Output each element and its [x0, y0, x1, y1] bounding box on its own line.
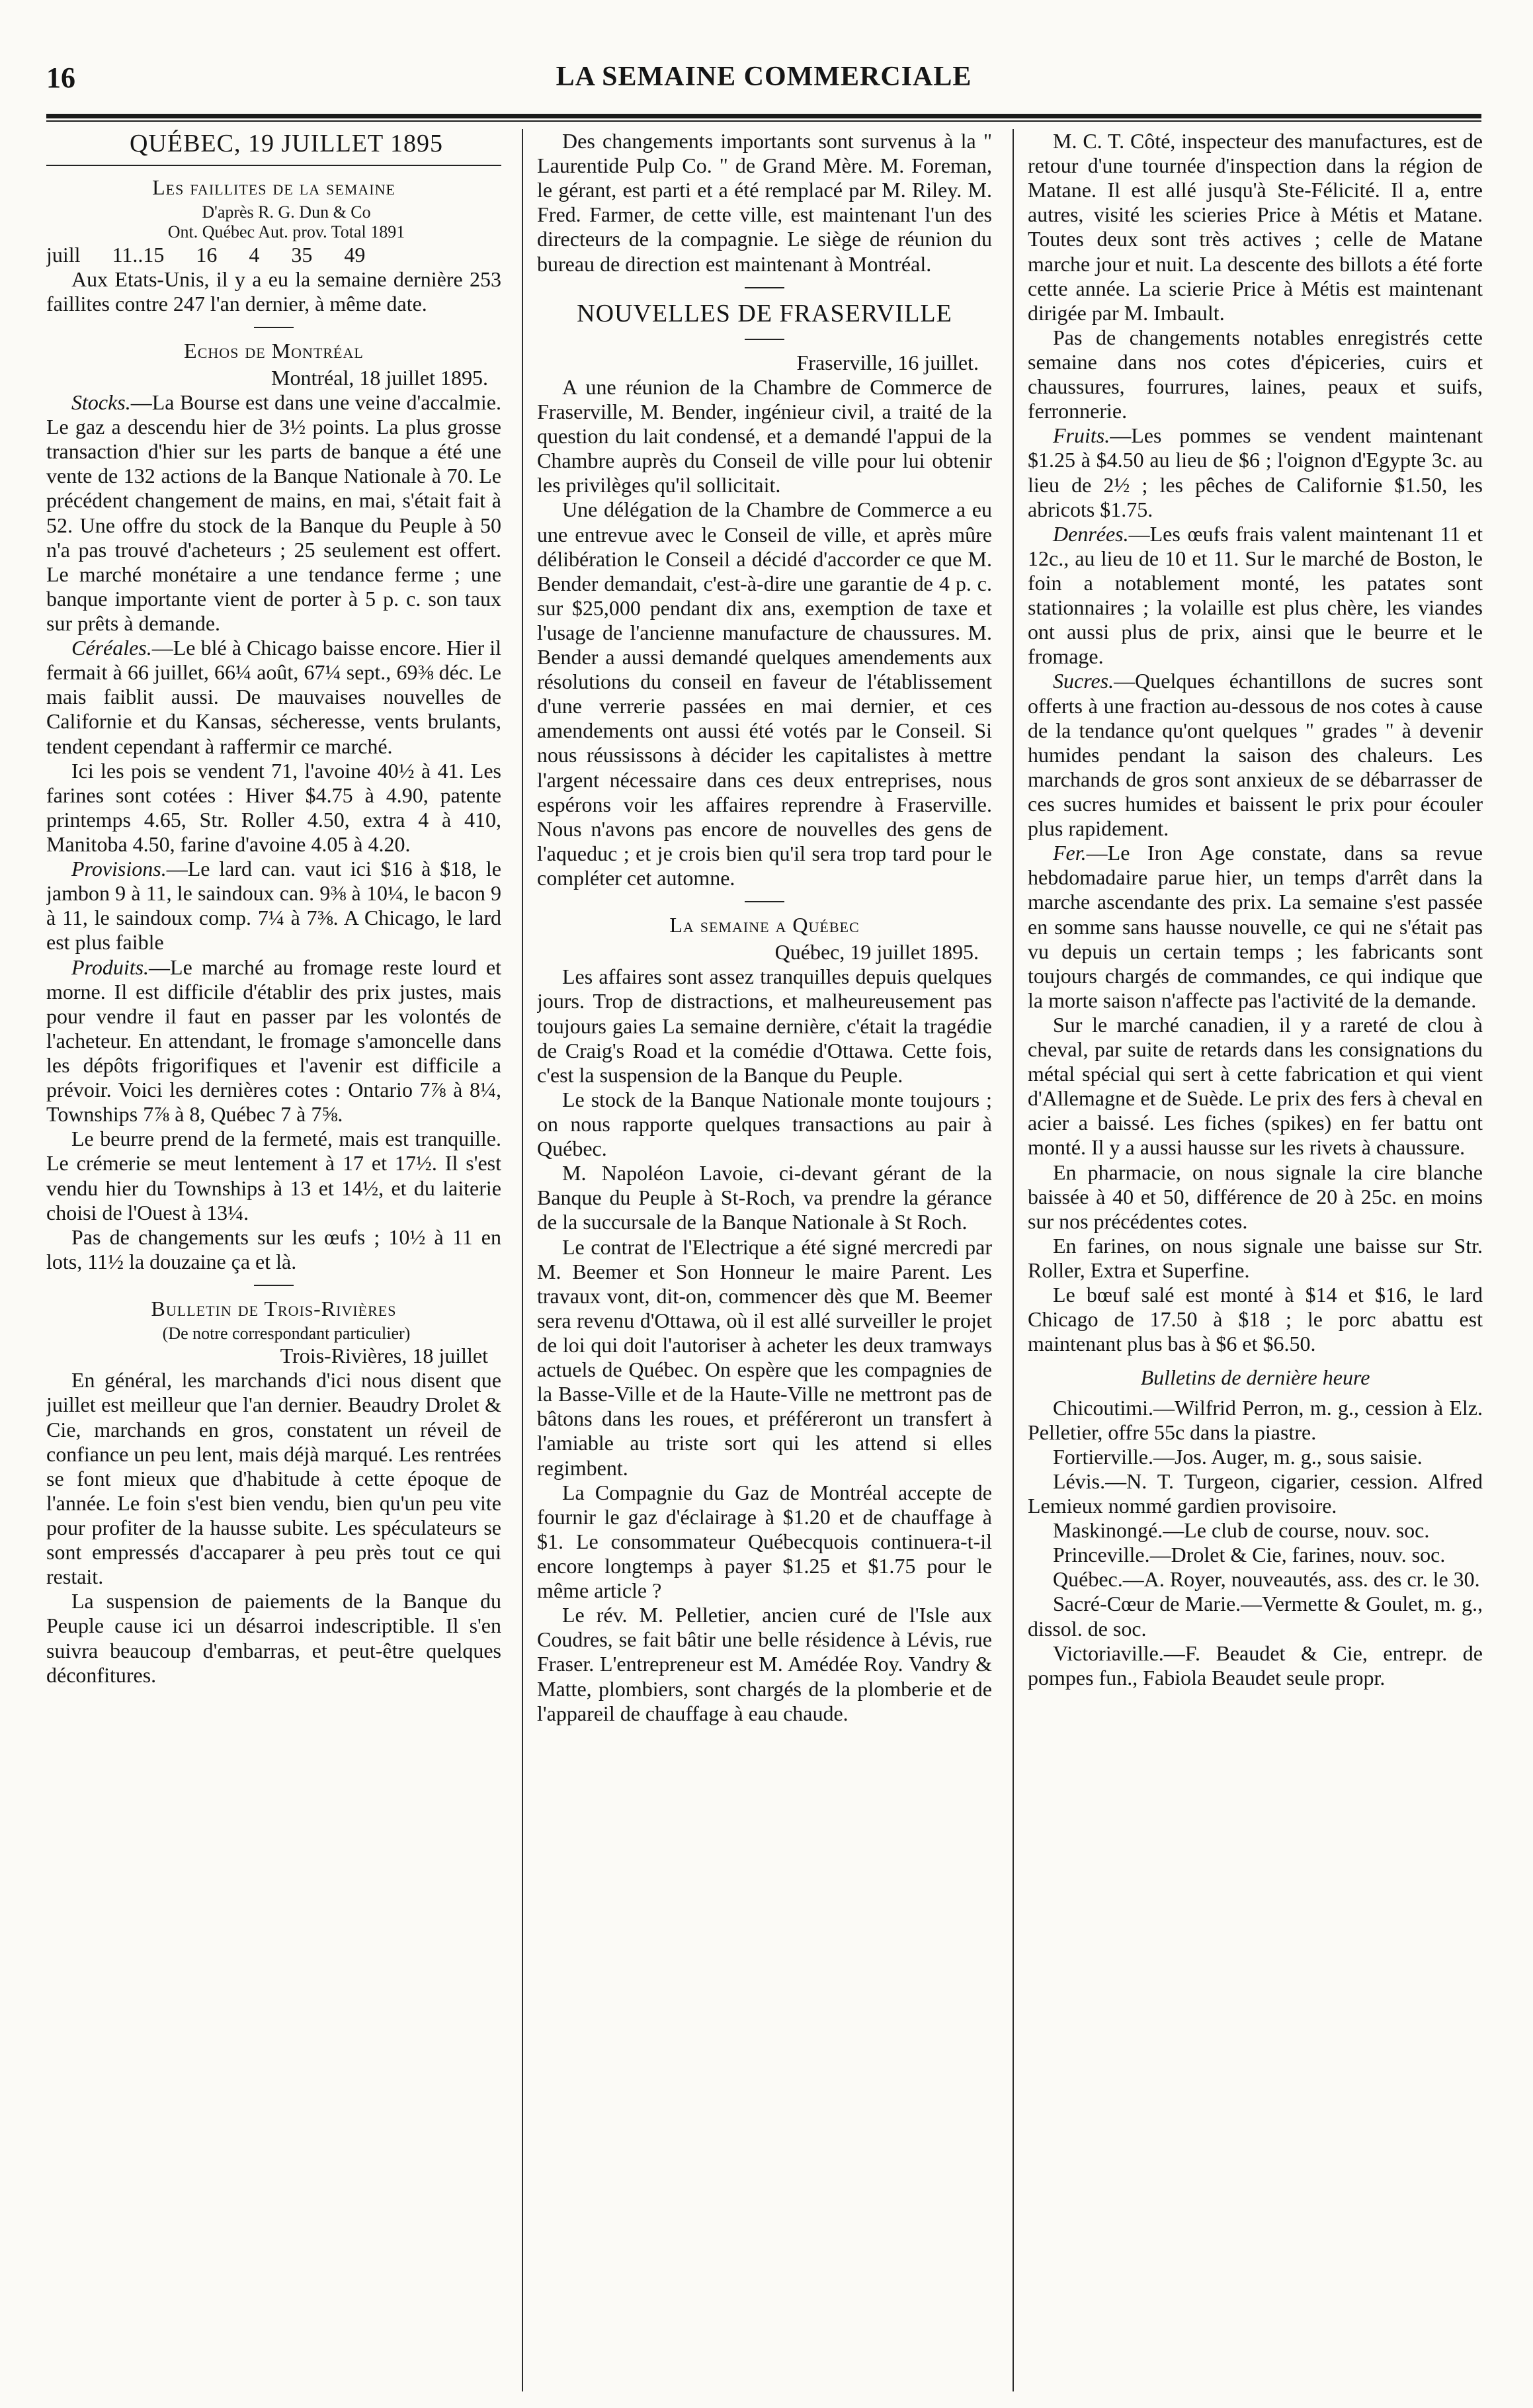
produits-paragraph: [46, 955, 501, 1127]
provisions-paragraph: [46, 857, 501, 955]
produits-label: Produits.: [71, 955, 149, 979]
fraserville-paragraph-1: A une réunion de la Chambre de Commerce de Fraserville, M. Bender, ingénieur civil, a traité de la question du lait condensé, et a demandé l'appui de la Chambre auprès du Conseil de ville pour lui obtenir les privilèges qu'il sollicitait.: [537, 374, 992, 497]
montreal-dateline: Montréal, 18 juillet 1895.: [271, 365, 488, 390]
faillites-heading: Les faillites de la semaine: [152, 175, 395, 200]
quebec-paragraph-4: Le contrat de l'Electrique a été signé mercredi par M. Beemer et Son Honneur le maire Parent. Les travaux vont, dit-on, commencer dès que M. Beemer sera revenu d'Ottawa, où il est allé surveiller le projet de loi qui doit l'autoriser à acheter les deux tramways actuels de Québec. On espère que les compagnies de la Basse-Ville et de la Haute-Ville ne mettront pas de bâtons dans les roues, et préféreront un transfert à l'amiable au triste sort qui les attend si elles regimbent.: [537, 1234, 992, 1480]
quebec-dateline: Québec, 19 juillet 1895.: [774, 940, 979, 965]
oeufs-paragraph: Pas de changements sur les œufs ; 10½ à 11 en lots, 11½ la douzaine ça et là.: [46, 1225, 501, 1273]
section-dash: [745, 901, 784, 902]
column-3: [1028, 129, 1483, 2391]
trois-rivieres-paragraph-1: En général, les marchands d'ici nous disent que juillet est meilleur que l'an dernier. Beaudry Drolet & Cie, marchands en gros, constatent un réveil de confiance un peu lent, mais déjà marqué. Les rentrées se font mieux que d'habitude à cette époque de l'année. Le foin s'est bien vendu, bien qu'un peu vite pour profiter de la hausse subite. Les spéculateurs se sont empressés d'accaparer à peu près tout ce qui restait.: [46, 1368, 501, 1589]
fruits-label: Fruits.: [1053, 423, 1110, 448]
header-rule-thick: [46, 114, 1481, 118]
stocks-text: —La Bourse est dans une veine d'accalmie. Le gaz a descendu hier de 3½ points. La plus grosse transaction d'hier sur les parts de banque a été une vente de 132 actions de la Banque Nationale à 70. Le précédent changement de mains, en mai, s'était fait à 52. Une offre du stock de la Banque du Peuple à 50 n'a pas trouvé d'acheteurs ; 25 seulement est offert. Le marché monétaire a une tendance ferme ; une banque importante vient de porter à 5 p. c. son taux sur prêts à demande.: [46, 390, 501, 636]
provisions-label: Provisions.: [71, 857, 167, 881]
fer-text: —Le Iron Age constate, dans sa revue hebdomadaire parue hier, un temps d'arrêt dans la marche ascendante des prix. La semaine s'est passée en somme sans hausse nouvelle, ce qui ne s'était pas vu depuis un certain temps ; les fabricants sont toujours chargés de commandes, ce qui indique que la morte saison n'affecte pas l'activité de la demande.: [1028, 841, 1483, 1012]
trois-rivieres-dateline: Trois-Rivières, 18 juillet: [280, 1344, 488, 1368]
bulletin-item: Lévis.—N. T. Turgeon, cigarier, cession. Alfred Lemieux nommé gardien provisoire.: [1028, 1469, 1483, 1518]
denrees-text: —Les œufs frais valent maintenant 11 et 12c., au lieu de 10 et 11. Sur le marché de Boston, le foin a notablement monté, les patates sont stationnaires ; la volaille est plus chère, les viandes ont aussi plus de prix, ainsi que le beurre et le fromage.: [1028, 521, 1483, 669]
faillites-source: D'après R. G. Dun & Co: [202, 202, 371, 222]
quebec-paragraph-6: Le rév. M. Pelletier, ancien curé de l'Isle aux Coudres, se fait bâtir une belle résidence à Lévis, rue Fraser. L'entrepreneur est M. Amédée Roy. Vandry & Matte, plombiers, sont chargés de la plomberie et de l'appareil de chauffage à eau chaude.: [537, 1603, 992, 1725]
fruits-text: —Les pommes se vendent maintenant $1.25 à $4.50 au lieu de $6 ; l'oignon d'Egypte 3c. au lieu de 2½ ; les pêches de Californie $1.50, les abricots $1.75.: [1028, 423, 1483, 521]
trois-rivieres-paragraph-2: La suspension de paiements de la Banque du Peuple cause ici un désarroi indescriptible. Il s'en suivra beaucoup d'embarras, et peut-être quelques déconfitures.: [46, 1589, 501, 1687]
fraserville-dateline: Fraserville, 16 juillet.: [796, 350, 979, 374]
bulletin-item: Maskinongé.—Le club de course, nouv. soc.: [1053, 1518, 1430, 1543]
trois-rivieres-heading: Bulletin de Trois-Rivières: [151, 1296, 397, 1320]
montreal-heading: Echos de Montréal: [184, 338, 364, 363]
section-dash: [745, 287, 784, 288]
boeuf-paragraph: Le bœuf salé est monté à $14 et $16, le lard Chicago de 17.50 à $18 ; le porc abattu est maintenant plus bas à $6 et $6.50.: [1028, 1283, 1483, 1356]
journal-title: LA SEMAINE COMMERCIALE: [556, 62, 972, 92]
denrees-label: Denrées.: [1053, 521, 1129, 546]
bulletin-item: Québec.—A. Royer, nouveautés, ass. des cr. le 30.: [1053, 1567, 1480, 1592]
section-dash: [254, 327, 294, 328]
sucres-paragraph: [1028, 669, 1483, 841]
faillites-table-header: Ont. Québec Aut. prov. Total 1891: [167, 222, 405, 242]
cereales-paragraph: [46, 636, 501, 759]
sucres-text: —Quelques échantillons de sucres sont offerts à une fraction au-dessous de nos cotes à cause de la tendance qu'ont quelques " grades " à devenir humides pendant la saison des chaleurs. Les marchands de gros sont anxieux de se débarrasser de ces sucres humides et baissent le prix pour écouler plus rapidement.: [1028, 669, 1483, 841]
page-number: 16: [46, 62, 75, 94]
fer-paragraph: [1028, 841, 1483, 1013]
column-divider: [522, 129, 523, 2391]
issue-dateline: QUÉBEC, 19 JUILLET 1895: [46, 129, 501, 166]
produits-text: —Le marché au fromage reste lourd et morne. Il est difficile d'établir des prix justes, mais pour vendre il faut en passer par les volontés de l'acheteur. En attendant, le fromage s'amoncelle dans les dépôts frigorifiques et l'avenir est difficile a prévoir. Voici les dernières cotes : Ontario 7⅞ à 8¼, Townships 7⅞ à 8, Québec 7 à 7⅝.: [46, 955, 501, 1127]
bulletin-item: Fortierville.—Jos. Auger, m. g., sous saisie.: [1053, 1444, 1423, 1469]
quebec-paragraph-1: Les affaires sont assez tranquilles depuis quelques jours. Trop de distractions, et malheureusement pas toujours gaies La semaine dernière, c'était la tragédie de Craig's Road et la comédie d'Ottawa. Cette fois, c'est la suspension de la Banque du Peuple.: [537, 965, 992, 1087]
bulletin-item: Sacré-Cœur de Marie.—Vermette & Goulet, m. g., dissol. de soc.: [1028, 1592, 1483, 1641]
quebec-paragraph-5: La Compagnie du Gaz de Montréal accepte de fournir le gaz d'éclairage à $1.20 et de chauffage à $1. Le consommateur Québecquois continuera-t-il encore longtemps à payer $1.25 et $1.75 pour le même article ?: [537, 1480, 992, 1603]
beurre-paragraph: Le beurre prend de la fermeté, mais est tranquille. Le crémerie se meut lentement à 17 et 17½. Il s'est vendu hier du Townships à 13 et 14½, et du laiterie choisi de l'Ouest à 13¼.: [46, 1127, 501, 1225]
cereales-label: Céréales.: [71, 636, 152, 660]
sucres-label: Sucres.: [1053, 669, 1114, 693]
provisions-text: —Le lard can. vaut ici $16 à $18, le jambon 9 à 11, le saindoux can. 9⅜ à 10¼, le bacon 9 à 11, le saindoux comp. 7¼ à 7⅜. A Chicago, le lard est plus faible: [46, 857, 501, 955]
bulletin-item: Princeville.—Drolet & Cie, farines, nouv. soc.: [1053, 1543, 1446, 1567]
fruits-paragraph: [1028, 423, 1483, 521]
marche-canadien-paragraph: Sur le marché canadien, il y a rareté de clou à cheval, par suite de retards dans les consignations du métal spécial qui sert à cette fabrication et qui vient d'Allemagne et de Suède. Le prix des fers à cheval en acier a baissé. Les fiches (spikes) en fer battu ont monté. Il y a aussi hausse sur les rivets à chaussure.: [1028, 1012, 1483, 1160]
bulletin-item: Victoriaville.—F. Beaudet & Cie, entrepr. de pompes fun., Fabiola Beaudet seule propr.: [1028, 1641, 1483, 1690]
trois-rivieres-subheading: (De notre correspondant particulier): [162, 1324, 411, 1344]
stocks-paragraph: [46, 390, 501, 636]
fraserville-paragraph-2: Une délégation de la Chambre de Commerce a eu une entrevue avec le Conseil de ville, et après mûre délibération le Conseil a décidé d'accorder ce que M. Bender demandait, c'est-à-dire une garantie de 4 p. c. sur $25,000 pendant dix ans, exemption de taxe et l'usage de l'ancienne manufacture de chaussures. M. Bender a aussi demandé quelques amendements aux résolutions du conseil en faveur de l'établissement d'une verrerie passées en mai dernier, et ces amendements ont aussi été votés par le Conseil. Si nous réussissons à décider les capitalistes à mettre l'argent nécessaire dans ces deux entreprises, nous espérons voir les affaires reprendre à Fraserville. Nous n'avons pas encore de nouvelles des gens de l'aqueduc ; et je crois bien qu'il sera trop tard pour le compléter cet automne.: [537, 497, 992, 890]
section-dash: [745, 339, 784, 340]
quebec-paragraph-3: M. Napoléon Lavoie, ci-devant gérant de la Banque du Peuple à St-Roch, va prendre la gérance de la succursale de la Banque Nationale à St Roch.: [537, 1161, 992, 1234]
faillites-table-row: juill 11..15 16 4 35 49: [46, 242, 366, 267]
bulletins-heading: Bulletins de dernière heure: [1140, 1365, 1370, 1390]
section-dash: [254, 1285, 294, 1286]
bulletin-item: Chicoutimi.—Wilfrid Perron, m. g., cession à Elz. Pelletier, offre 55c dans la piastre.: [1028, 1395, 1483, 1444]
quebec-paragraph-2: Le stock de la Banque Nationale monte toujours ; on nous rapporte quelques transactions au pair à Québec.: [537, 1087, 992, 1161]
column-2: [537, 129, 992, 2391]
page-header: [46, 61, 1481, 114]
column-divider: [1013, 129, 1014, 2391]
cereales-text: —Le blé à Chicago baisse encore. Hier il fermait à 66 juillet, 66¼ août, 67¼ sept., 69⅜ déc. Le mais faiblit aussi. De mauvaises nouvelles de Californie et du Kansas, sécheresse, vents brulants, tendent cependant à raffermir ce marché.: [46, 636, 501, 758]
header-rule-thin: [46, 120, 1481, 122]
fraserville-heading: NOUVELLES DE FRASERVILLE: [577, 299, 952, 327]
faillites-paragraph: Aux Etats-Unis, il y a eu la semaine dernière 253 faillites contre 247 l'an dernier, à même date.: [46, 267, 501, 316]
pois-paragraph: Ici les pois se vendent 71, l'avoine 40½ à 41. Les farines sont cotées : Hiver $4.75 à 4.90, patente printemps 4.65, Str. Roller 4.50, extra 4 à 410, Manitoba 4.50, farine d'avoine 4.05 à 4.20.: [46, 758, 501, 857]
fer-label: Fer.: [1053, 841, 1087, 865]
column-1: [46, 129, 501, 2391]
denrees-paragraph: [1028, 522, 1483, 669]
inspecteur-paragraph: M. C. T. Côté, inspecteur des manufactures, est de retour d'une tournée d'inspection dans la région de Matane. Il est allé jusqu'à Ste-Félicité. Il a, entre autres, visité les scieries Price à Métis et Matane. Toutes deux sont très actives ; celle de Matane marche jour et nuit. La descente des billots a été forte cette année. La scierie Price à Métis est maintenant dirigée par M. Imbault.: [1028, 129, 1483, 325]
laurentide-paragraph: Des changements importants sont survenus à la " Laurentide Pulp Co. " de Grand Mère. M. Foreman, le gérant, est parti et a été remplacé par M. Riley. M. Fred. Farmer, de cette ville, est maintenant l'un des directeurs de la compagnie. Le siège de réunion du bureau de direction est maintenant à Montréal.: [537, 129, 992, 276]
farines-paragraph: En farines, on nous signale une baisse sur Str. Roller, Extra et Superfine.: [1028, 1233, 1483, 1283]
pharmacie-paragraph: En pharmacie, on nous signale la cire blanche baissée à 40 et 50, différence de 20 à 25c. en moins sur nos précédentes cotes.: [1028, 1160, 1483, 1233]
quebec-heading: La semaine a Québec: [669, 913, 860, 937]
stocks-label: Stocks.: [71, 390, 131, 415]
cotes-paragraph: Pas de changements notables enregistrés cette semaine dans nos cotes d'épiceries, cuirs et chaussures, fourrures, laines, peaux et suifs, ferronnerie.: [1028, 325, 1483, 423]
